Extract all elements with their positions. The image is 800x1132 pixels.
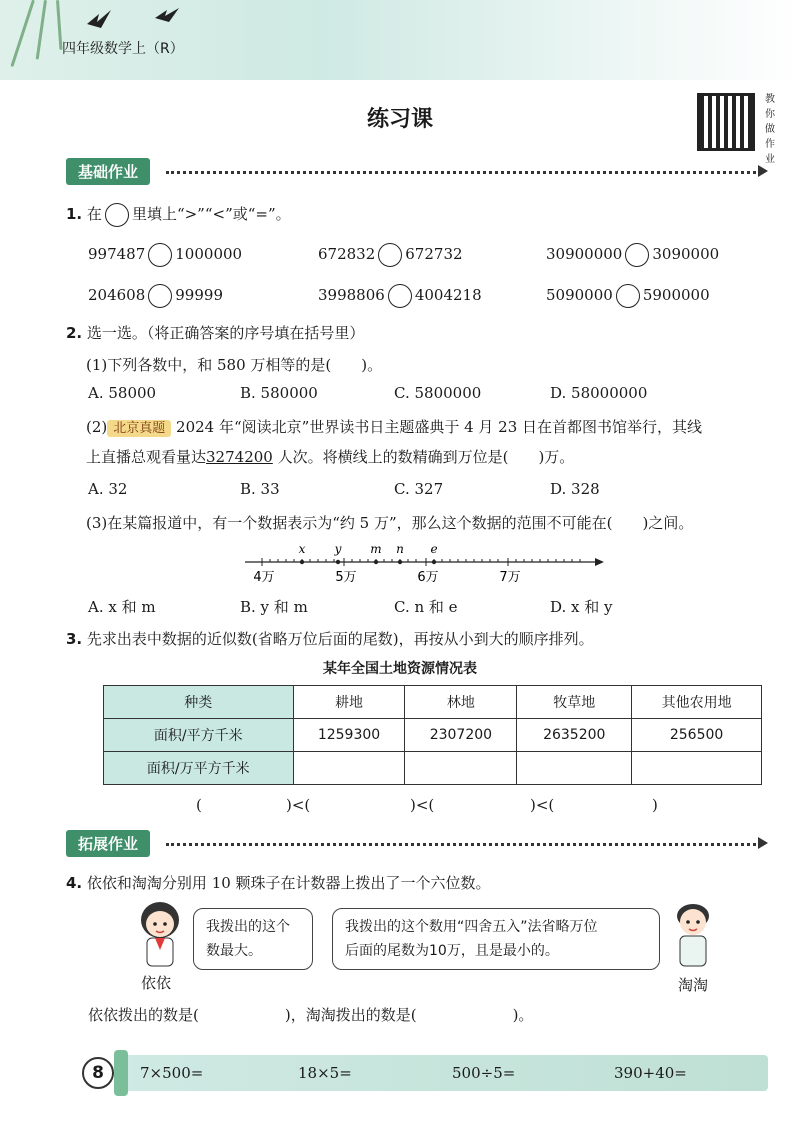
clip-decoration (114, 1050, 128, 1096)
compare-item: 204608 99999 (88, 284, 223, 308)
arrow-right-icon (758, 837, 768, 849)
axis-label: 4万 (253, 570, 275, 585)
row-label: 面积/平方千米 (104, 719, 294, 752)
table-title: 某年全国土地资源情况表 (323, 661, 477, 677)
section-badge: 基础作业 (66, 158, 150, 185)
compare-circle[interactable] (625, 243, 649, 267)
dotted-divider (166, 171, 756, 174)
point-label-m: m (370, 542, 382, 556)
option-b[interactable]: B. y 和 m (240, 598, 308, 616)
option-b[interactable]: B. 580000 (240, 384, 318, 402)
axis-label: 5万 (335, 570, 357, 585)
compare-item: 5090000 5900000 (546, 284, 710, 308)
boy-speech-bubble: 我拨出的这个数用“四舍五入”法省略万位 后面的尾数为10万，且是最小的。 (332, 908, 660, 970)
table-row (104, 752, 762, 785)
option-a[interactable]: A. x 和 m (88, 598, 156, 616)
point-y (336, 560, 340, 564)
question-4-prompt: 4. 依依和淘淘分别用 10 颗珠子在计数器上拨出了一个六位数。 (66, 874, 491, 892)
girl-avatar-icon (135, 900, 185, 970)
table-header: 林地 (405, 686, 517, 719)
table-cell: 2307200 (405, 719, 517, 752)
answer-cell[interactable] (517, 752, 632, 785)
point-e (432, 560, 436, 564)
table-header: 牧草地 (517, 686, 632, 719)
point-x (300, 560, 304, 564)
oral-calc: 500÷5= (452, 1064, 516, 1082)
compare-item: 3998806 4004218 (318, 284, 482, 308)
order-blank[interactable]: )<( (410, 796, 435, 814)
option-d[interactable]: D. 328 (550, 480, 600, 498)
axis-label: 7万 (499, 570, 521, 585)
point-m (374, 560, 378, 564)
point-n (398, 560, 402, 564)
question-3-prompt: 3. 先求出表中数据的近似数(省略万位后面的尾数)，再按从小到大的顺序排列。 (66, 630, 594, 648)
page-title: 练习课 (366, 107, 433, 132)
answer-cell[interactable] (293, 752, 405, 785)
order-blank[interactable]: )<( (286, 796, 311, 814)
compare-circle[interactable] (616, 284, 640, 308)
qr-caption: 教 你 做 作 业 (765, 94, 775, 165)
girl-name: 依依 (141, 974, 172, 992)
question-4-answer: 依依拨出的数是( )，淘淘拨出的数是( )。 (88, 1006, 534, 1024)
table-header-row (104, 686, 762, 719)
compare-circle[interactable] (388, 284, 412, 308)
section-header-basic (66, 158, 776, 184)
oral-calc: 18×5= (298, 1064, 352, 1082)
grade-label: 四年级数学上（R） (62, 41, 184, 57)
point-label-y: y (334, 542, 342, 556)
arrow-right-icon (758, 165, 768, 177)
option-d[interactable]: D. 58000000 (550, 384, 648, 402)
compare-circle[interactable] (148, 243, 172, 267)
number-line (240, 540, 610, 586)
table-header: 耕地 (293, 686, 405, 719)
land-resource-table (103, 685, 762, 785)
option-b[interactable]: B. 33 (240, 480, 280, 498)
answer-circle[interactable] (105, 203, 129, 227)
point-label-n: n (396, 542, 404, 556)
oral-calc: 7×500= (140, 1064, 204, 1082)
compare-item: 30900000 3090000 (546, 243, 719, 267)
order-blank[interactable]: ) (652, 796, 658, 814)
question-1-prompt: 1. 在 里填上“>”“<”或“=”。 (66, 203, 291, 227)
compare-item: 672832 672732 (318, 243, 463, 267)
girl-speech-bubble: 我拨出的这个 数最大。 (193, 908, 313, 970)
question-2-prompt: 2. 选一选。（将正确答案的序号填在括号里） (66, 324, 365, 342)
point-label-x: x (298, 542, 306, 556)
order-blank[interactable]: )<( (530, 796, 555, 814)
table-header: 种类 (104, 686, 294, 719)
option-d[interactable]: D. x 和 y (550, 598, 613, 616)
answer-cell[interactable] (632, 752, 762, 785)
table-cell: 256500 (632, 719, 762, 752)
point-label-e: e (430, 542, 438, 556)
question-2-3-stem: (3)在某篇报道中，有一个数据表示为“约 5 万”，那么这个数据的范围不可能在( )之间。 (86, 514, 694, 532)
section-badge: 拓展作业 (66, 830, 150, 857)
boy-avatar-icon (668, 900, 718, 972)
boy-name: 淘淘 (678, 976, 709, 994)
dotted-divider (166, 843, 756, 846)
axis-label: 6万 (417, 570, 439, 585)
option-a[interactable]: A. 32 (88, 480, 128, 498)
compare-item: 997487 1000000 (88, 243, 242, 267)
table-cell: 1259300 (293, 719, 405, 752)
question-2-2-stem-line2: 上直播总观看量达3274200 人次。将横线上的数精确到万位是( )万。 (86, 448, 575, 466)
question-2-1-stem: (1)下列各数中，和 580 万相等的是( )。 (86, 356, 383, 374)
option-c[interactable]: C. n 和 e (394, 598, 458, 616)
table-header: 其他农用地 (632, 686, 762, 719)
page-number: 8 (82, 1057, 114, 1089)
order-blank[interactable]: ( (196, 796, 202, 814)
table-row (104, 719, 762, 752)
question-2-2-stem: (2) 北京真题 2024 年“阅读北京”世界读书日主题盛典于 4 月 23 日在首都图书馆举行，其线 (86, 418, 703, 436)
row-label: 面积/万平方千米 (104, 752, 294, 785)
table-cell: 2635200 (517, 719, 632, 752)
compare-circle[interactable] (378, 243, 402, 267)
beijing-exam-badge: 北京真题 (107, 420, 171, 437)
oral-calc: 390+40= (614, 1064, 687, 1082)
swallow-bird-icon (85, 6, 185, 36)
option-c[interactable]: C. 5800000 (394, 384, 482, 402)
compare-circle[interactable] (148, 284, 172, 308)
option-c[interactable]: C. 327 (394, 480, 444, 498)
option-a[interactable]: A. 58000 (88, 384, 157, 402)
answer-cell[interactable] (405, 752, 517, 785)
section-header-extended (66, 830, 776, 856)
qr-code-icon[interactable] (697, 93, 755, 151)
